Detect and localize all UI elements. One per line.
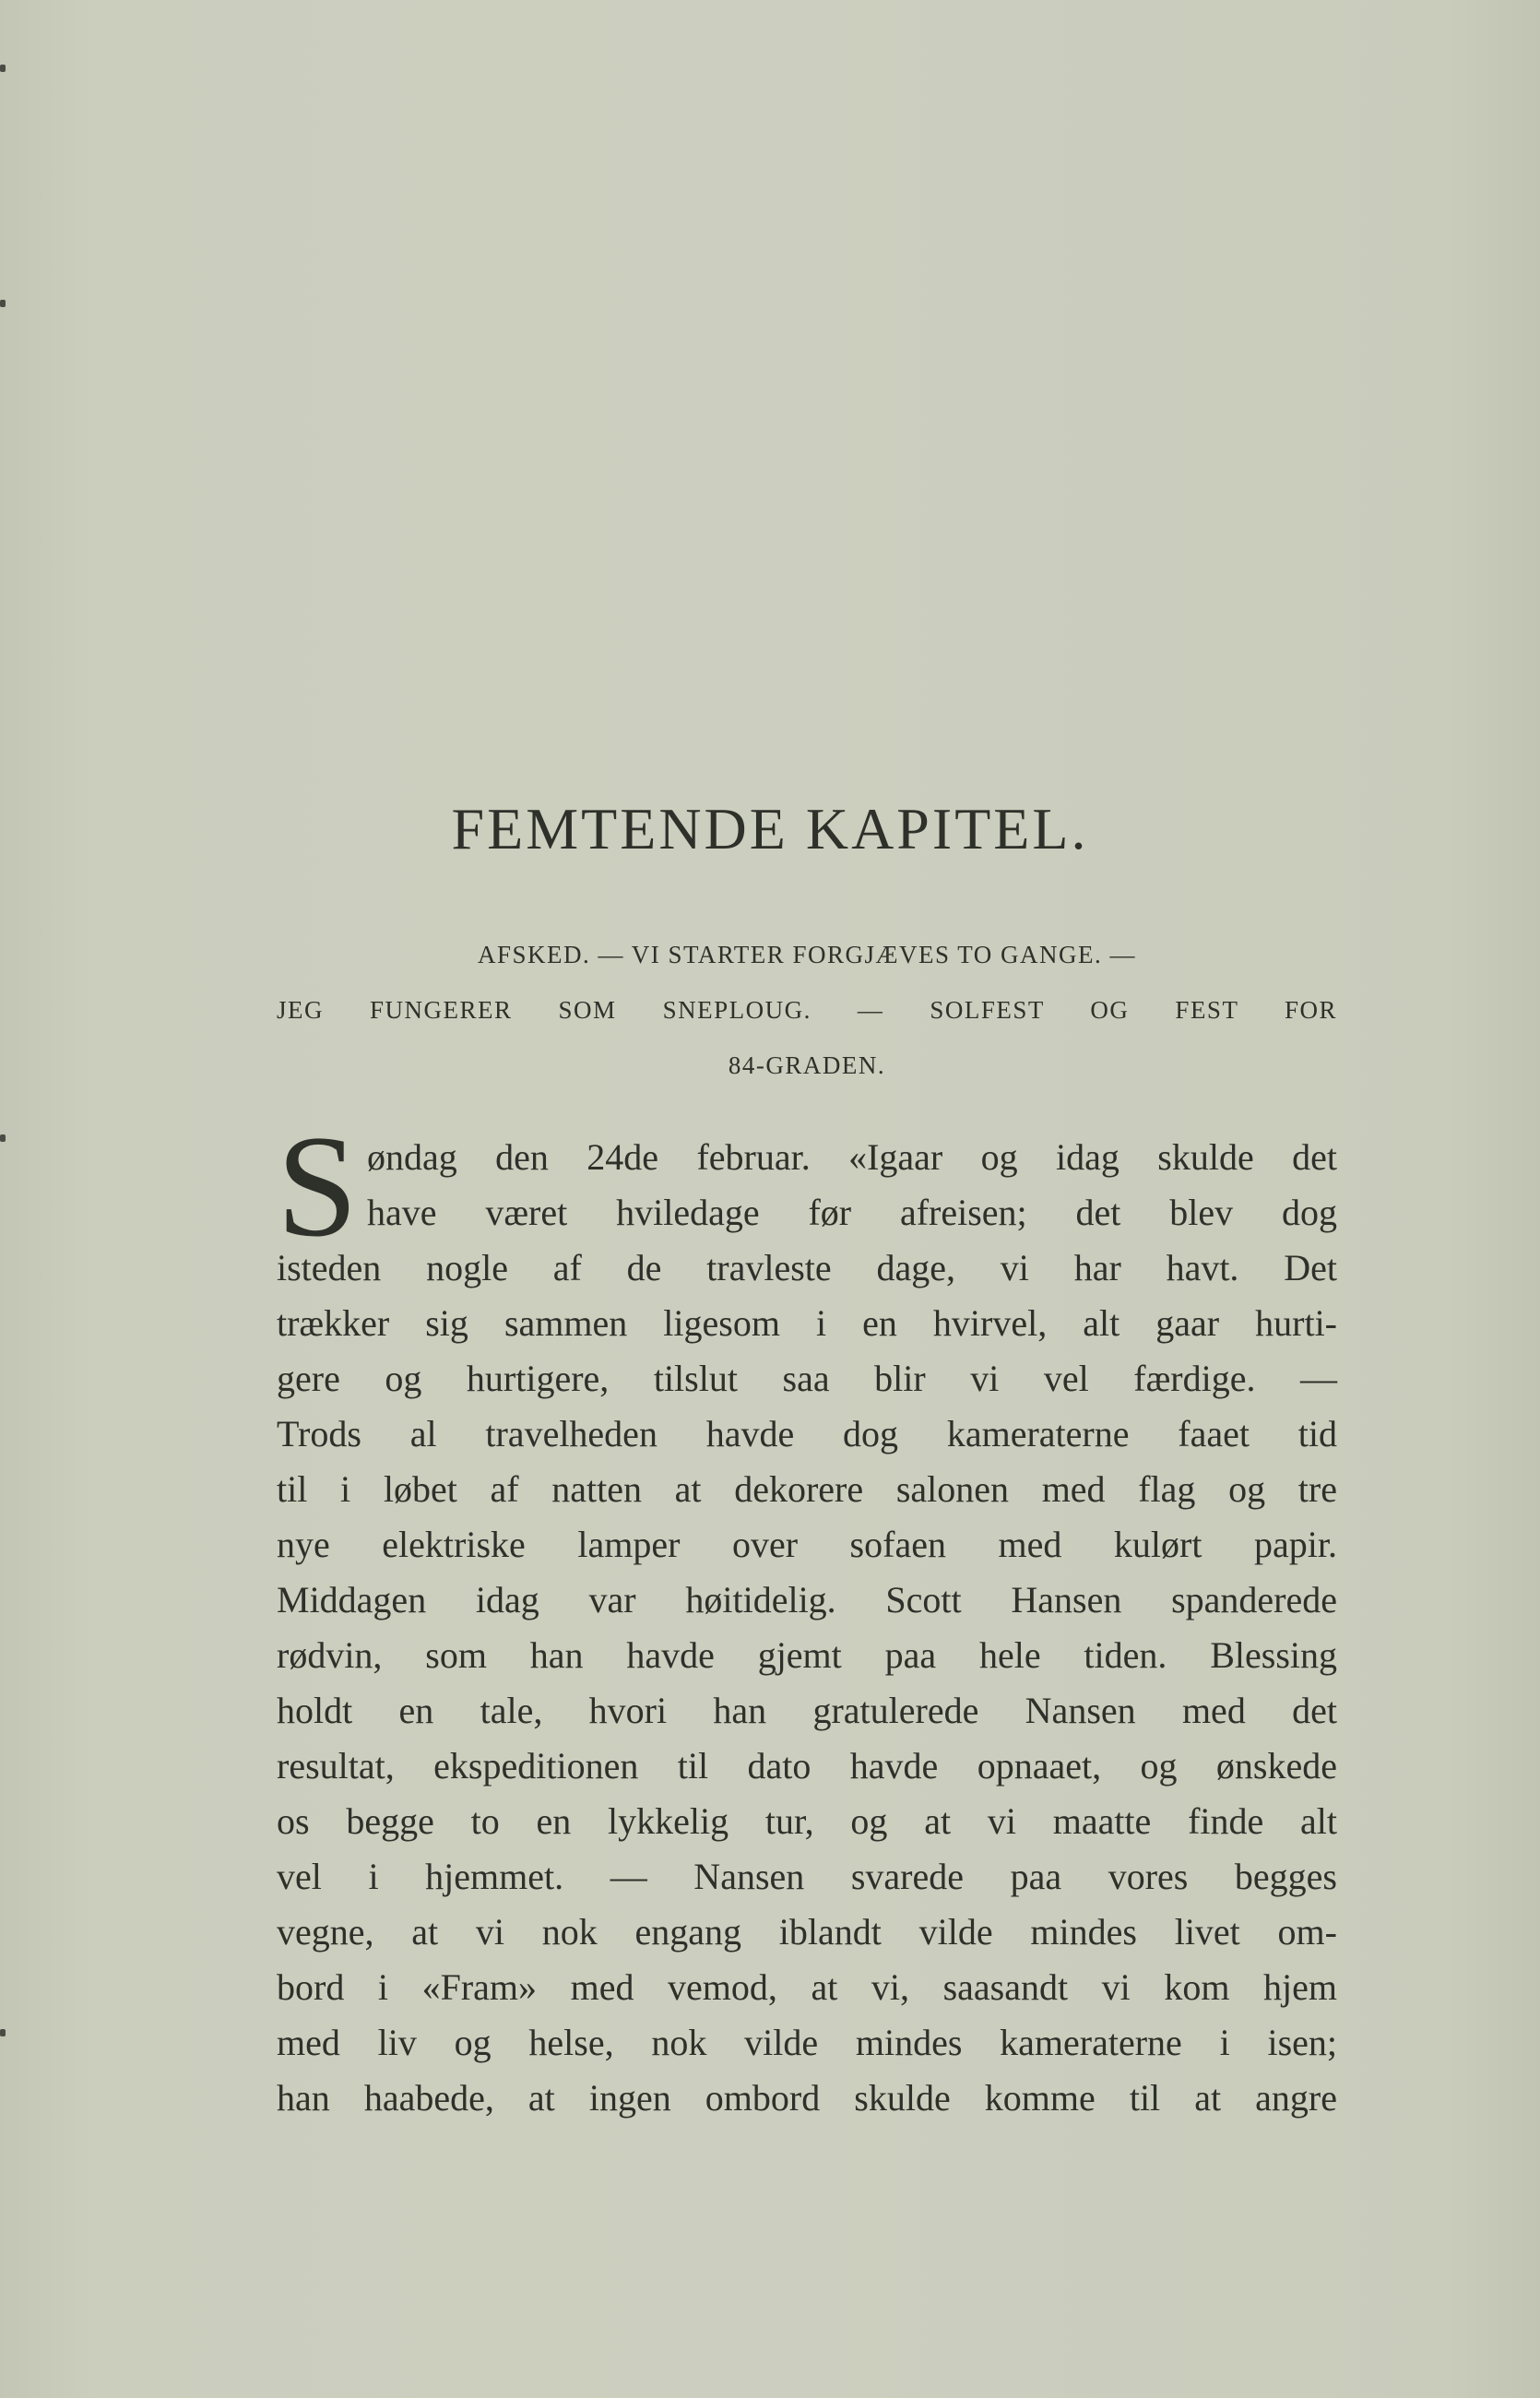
chapter-summary <box>277 927 1337 1093</box>
binding-mark <box>0 300 6 307</box>
body-text <box>277 1130 1337 2126</box>
text-line: nye elektriske lamper over sofaen med kulørt papir. <box>277 1524 1337 1565</box>
binding-mark <box>0 1134 6 1142</box>
text-line: resultat, ekspeditionen til dato havde opnaaet, og ønskede <box>277 1745 1337 1787</box>
binding-mark <box>0 65 6 72</box>
text-line: rødvin, som han havde gjemt paa hele tiden. Blessing <box>277 1634 1337 1676</box>
text-line: vel i hjemmet. — Nansen svarede paa vores begges <box>277 1856 1337 1897</box>
chapter-title: FEMTENDE KAPITEL. <box>451 796 1089 861</box>
drop-cap: S <box>277 1106 358 1267</box>
text-line: Trods al travelheden havde dog kameraterne faaet tid <box>277 1413 1337 1454</box>
text-line: til i løbet af natten at dekorere salonen med flag og tre <box>277 1468 1337 1510</box>
text-line: isteden nogle af de travleste dage, vi har havt. Det <box>277 1247 1337 1288</box>
text-line: holdt en tale, hvori han gratulerede Nansen med det <box>277 1690 1337 1731</box>
text-line: vegne, at vi nok engang iblandt vilde mindes livet om- <box>277 1911 1337 1953</box>
summary-line: AFSKED. — VI STARTER FORGJÆVES TO GANGE. — <box>477 941 1137 968</box>
text-line: med liv og helse, nok vilde mindes kameraterne i isen; <box>277 2022 1337 2063</box>
text-line: Middagen idag var høitidelig. Scott Hansen spanderede <box>277 1579 1337 1620</box>
text-line: bord i «Fram» med vemod, at vi, saasandt vi kom hjem <box>277 1966 1337 2008</box>
text-line: have været hviledage før afreisen; det blev dog <box>367 1192 1337 1233</box>
text-line: øndag den 24de februar. «Igaar og idag skulde det <box>367 1136 1337 1178</box>
binding-mark <box>0 2029 6 2036</box>
summary-line: 84-GRADEN. <box>728 1051 886 1079</box>
summary-line: JEG FUNGERER SOM SNEPLOUG. — SOLFEST OG FEST FOR <box>277 996 1337 1024</box>
text-line: os begge to en lykkelig tur, og at vi maatte finde alt <box>277 1800 1337 1842</box>
text-line: gere og hurtigere, tilslut saa blir vi vel færdige. — <box>277 1358 1337 1399</box>
text-line: han haabede, at ingen ombord skulde komme til at angre <box>277 2077 1337 2119</box>
text-line: trækker sig sammen ligesom i en hvirvel, alt gaar hurti- <box>277 1302 1337 1344</box>
